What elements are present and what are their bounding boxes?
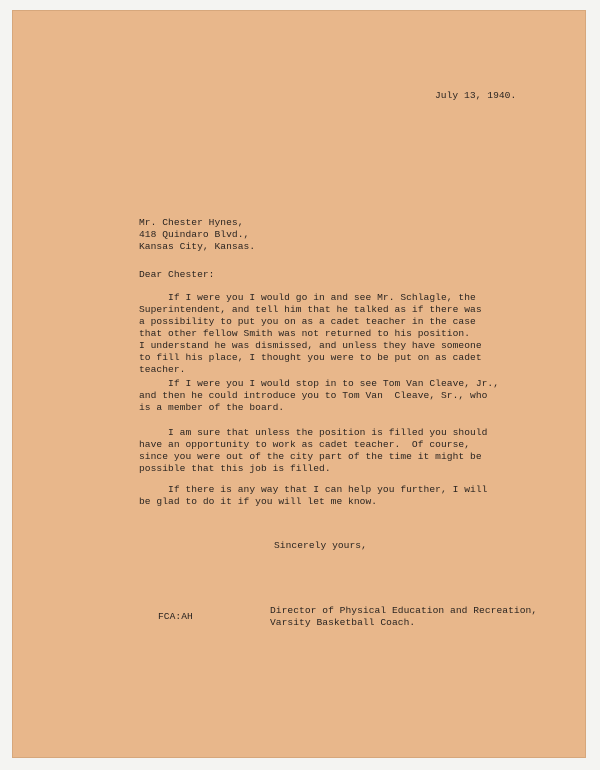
complimentary-closing: Sincerely yours, [274, 540, 367, 551]
body-paragraph-4: If there is any way that I can help you further, I will be glad to do it if you will let me know. [139, 484, 488, 507]
body-paragraph-2: If I were you I would stop in to see Tom Van Cleave, Jr., and then he could introduce you to Tom Van Cleave, Sr., who is a member of the board. [139, 378, 500, 413]
signature-block [270, 605, 537, 629]
body-paragraph-1: If I were you I would go in and see Mr. Schlagle, the Superintendent, and tell him that he talked as if there was a possibility to put you on as a cadet teacher in the case that other fellow Smith was not returned to his position. I understand he was dismissed, and unless they have someone to fill his place, I thought you were to be put on as cadet teacher. [139, 292, 482, 375]
recipient-city-line: Kansas City, Kansas. [139, 241, 256, 252]
letter-date: July 13, 1940. [435, 90, 517, 101]
signature-role-line: Varsity Basketball Coach. [270, 617, 416, 628]
reference-initials: FCA:AH [158, 611, 193, 622]
recipient-address [139, 217, 255, 253]
body-paragraph-3: I am sure that unless the position is filled you should have an opportunity to work as cadet teacher. Of course, since you were out of the city part of the time it might be possible that this job is filled. [139, 427, 488, 474]
signature-title-line: Director of Physical Education and Recreation, [270, 605, 538, 616]
salutation: Dear Chester: [139, 269, 215, 280]
recipient-name-line: Mr. Chester Hynes, [139, 217, 244, 228]
letter-page [12, 10, 586, 758]
recipient-street-line: 418 Quindaro Blvd., [139, 229, 250, 240]
